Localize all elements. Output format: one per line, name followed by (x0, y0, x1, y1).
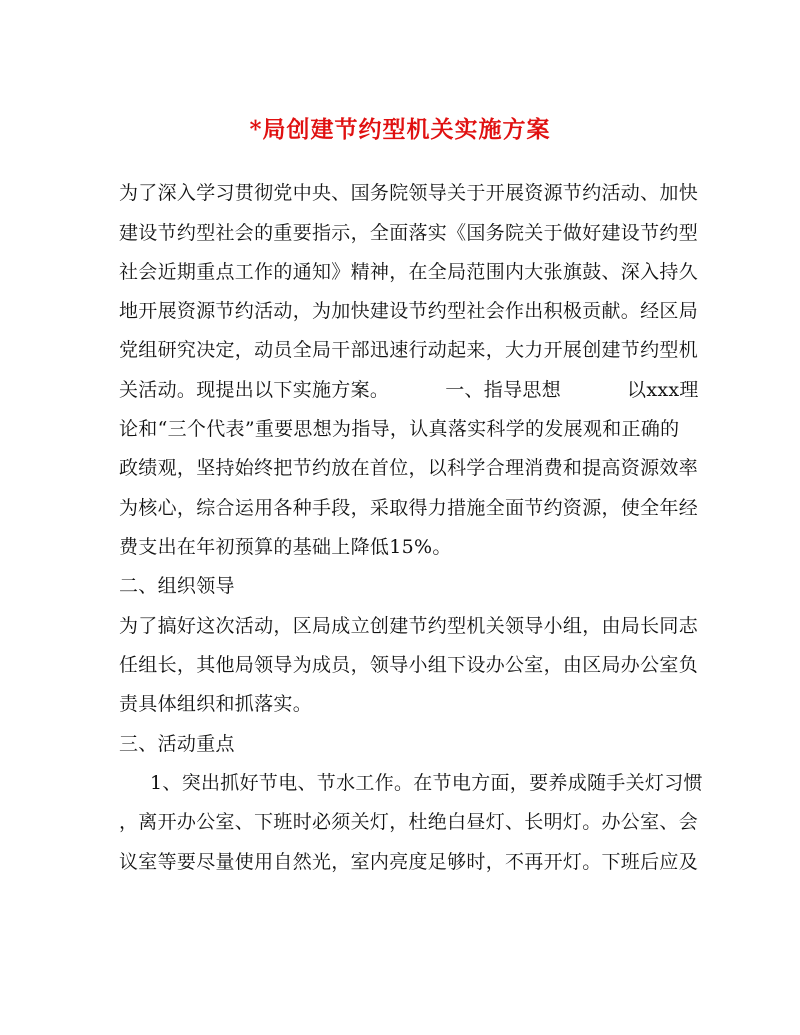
paragraph-line: 为核心，综合运用各种手段，采取得力措施全面节约资源，使全年经 (119, 497, 699, 519)
document-title: *局创建节约型机关实施方案 (249, 116, 551, 143)
intro-last-line: 关活动。现提出以下实施方案。 (119, 379, 390, 401)
paragraph-line: 责具体组织和抓落实。 (119, 693, 313, 715)
section1-start-text: 以xxx理 (627, 379, 699, 401)
section-heading-organization: 二、组织领导 (119, 575, 235, 597)
paragraph-line: 政绩观，坚持始终把节约放在首位，以科学合理消费和提高资源效率 (119, 457, 699, 479)
paragraph-line: 费支出在年初预算的基础上降低15%。 (119, 536, 452, 558)
section-heading-guiding-ideology: 一、指导思想 (445, 379, 562, 401)
section-heading-activity-focus: 三、活动重点 (119, 733, 235, 755)
paragraph-line: 地开展资源节约活动，为加快建设节约型社会作出积极贡献。经区局 (119, 300, 699, 322)
paragraph-line: ，离开办公室、下班时必须关灯，杜绝白昼灯、长明灯。办公室、会 (119, 811, 699, 833)
paragraph-line: 建设节约型社会的重要指示，全面落实《国务院关于做好建设节约型 (119, 222, 699, 244)
paragraph-line: 论和“三个代表”重要思想为指导，认真落实科学的发展观和正确的 (119, 418, 680, 440)
paragraph-line: 任组长，其他局领导为成员，领导小组下设办公室，由区局办公室负 (119, 654, 699, 676)
paragraph-line: 1、突出抓好节电、节水工作。在节电方面，要养成随手关灯习惯 (150, 772, 703, 794)
paragraph-line: 议室等要尽量使用自然光，室内亮度足够时，不再开灯。下班后应及 (119, 851, 699, 873)
paragraph-line: 党组研究决定，动员全局干部迅速行动起来，大力开展创建节约型机 (119, 339, 699, 361)
paragraph-line: 为了深入学习贯彻党中央、国务院领导关于开展资源节约活动、加快 (119, 182, 699, 204)
paragraph-line-mixed (119, 378, 699, 402)
paragraph-line: 为了搞好这次活动，区局成立创建节约型机关领导小组，由局长同志 (119, 615, 699, 637)
paragraph-line: 社会近期重点工作的通知》精神，在全局范围内大张旗鼓、深入持久 (119, 261, 699, 283)
